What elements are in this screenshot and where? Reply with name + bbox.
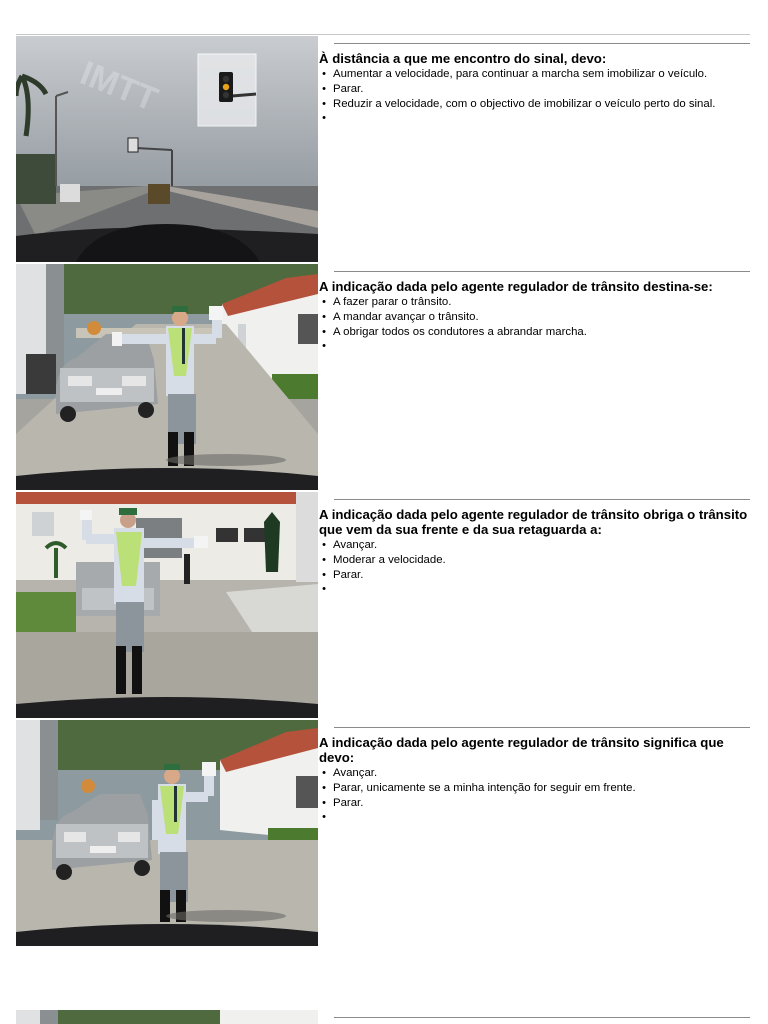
bullet-icon: • [322, 325, 326, 338]
bullet-icon: • [322, 811, 326, 824]
question-1-title: À distância a que me encontro do sinal, devo: [319, 51, 607, 66]
option-label: A fazer parar o trânsito. [333, 296, 452, 308]
bullet-icon: • [322, 796, 326, 809]
bullet-icon: • [322, 340, 326, 353]
option[interactable] [319, 810, 750, 825]
bullet-icon: • [322, 68, 326, 80]
option[interactable] [319, 568, 750, 583]
option[interactable] [319, 582, 750, 597]
question-3-content [319, 507, 750, 597]
bullet-icon: • [322, 568, 326, 581]
option-label: Aumentar a velocidade, para continuar a marcha sem imobilizar o veículo. [333, 68, 708, 80]
question-2 [16, 264, 750, 490]
bullet-icon: • [322, 296, 326, 308]
question-3-photo [16, 492, 318, 718]
option-label: A mandar avançar o trânsito. [333, 310, 479, 323]
bullet-icon: • [322, 112, 326, 125]
question-5-divider [334, 1017, 750, 1018]
question-1 [16, 36, 750, 262]
bullet-icon: • [322, 583, 326, 596]
option[interactable] [319, 111, 750, 126]
question-2-content [319, 279, 750, 354]
question-3-title: A indicação dada pelo agente regulador de trânsito obriga o trânsito que vem da sua frente e da sua retaguarda a: [319, 507, 748, 537]
option[interactable] [319, 82, 750, 97]
question-2-photo [16, 264, 318, 490]
bullet-icon: • [322, 97, 326, 110]
question-4-content [319, 735, 750, 825]
option-label: Reduzir a velocidade, com o objectivo de imobilizar o veículo perto do sinal. [333, 97, 716, 110]
question-3-divider [334, 499, 750, 500]
option[interactable] [319, 325, 750, 340]
question-1-divider [334, 43, 750, 44]
option[interactable] [319, 781, 750, 796]
question-4-options [319, 766, 750, 825]
bullet-icon: • [322, 781, 326, 794]
traffic-light-icon [219, 72, 233, 102]
question-4-photo [16, 720, 318, 946]
question-2-title: A indicação dada pelo agente regulador de trânsito destina-se: [319, 279, 713, 294]
question-1-content [319, 51, 750, 126]
option[interactable] [319, 67, 750, 82]
question-3-options [319, 538, 750, 597]
question-2-options [319, 295, 750, 354]
question-1-options [319, 67, 750, 126]
option-label: Avançar. [333, 767, 378, 779]
option-label: Avançar. [333, 539, 378, 551]
option[interactable] [319, 295, 750, 310]
option[interactable] [319, 339, 750, 354]
option-label: Parar, unicamente se a minha intenção for seguir em frente. [333, 781, 636, 794]
question-5-photo [16, 1010, 318, 1024]
option-label: A obrigar todos os condutores a abrandar marcha. [333, 325, 587, 338]
question-4-title: A indicação dada pelo agente regulador de trânsito significa que devo: [319, 735, 724, 765]
page-top-divider [16, 34, 750, 35]
option-label: Moderar a velocidade. [333, 553, 446, 566]
question-4 [16, 720, 750, 946]
option[interactable] [319, 538, 750, 553]
bullet-icon: • [322, 310, 326, 323]
option[interactable] [319, 796, 750, 811]
option-label: Parar. [333, 796, 364, 809]
option[interactable] [319, 553, 750, 568]
option[interactable] [319, 766, 750, 781]
option[interactable] [319, 97, 750, 112]
question-5-partial [16, 1010, 750, 1024]
option-label: Parar. [333, 568, 364, 581]
option-label: Parar. [333, 82, 364, 95]
question-1-photo [16, 36, 318, 262]
bullet-icon: • [322, 539, 326, 551]
bullet-icon: • [322, 82, 326, 95]
photo-watermark: IMTT [75, 54, 163, 120]
question-3 [16, 492, 750, 718]
bullet-icon: • [322, 767, 326, 779]
bullet-icon: • [322, 553, 326, 566]
option[interactable] [319, 310, 750, 325]
question-4-divider [334, 727, 750, 728]
question-2-divider [334, 271, 750, 272]
